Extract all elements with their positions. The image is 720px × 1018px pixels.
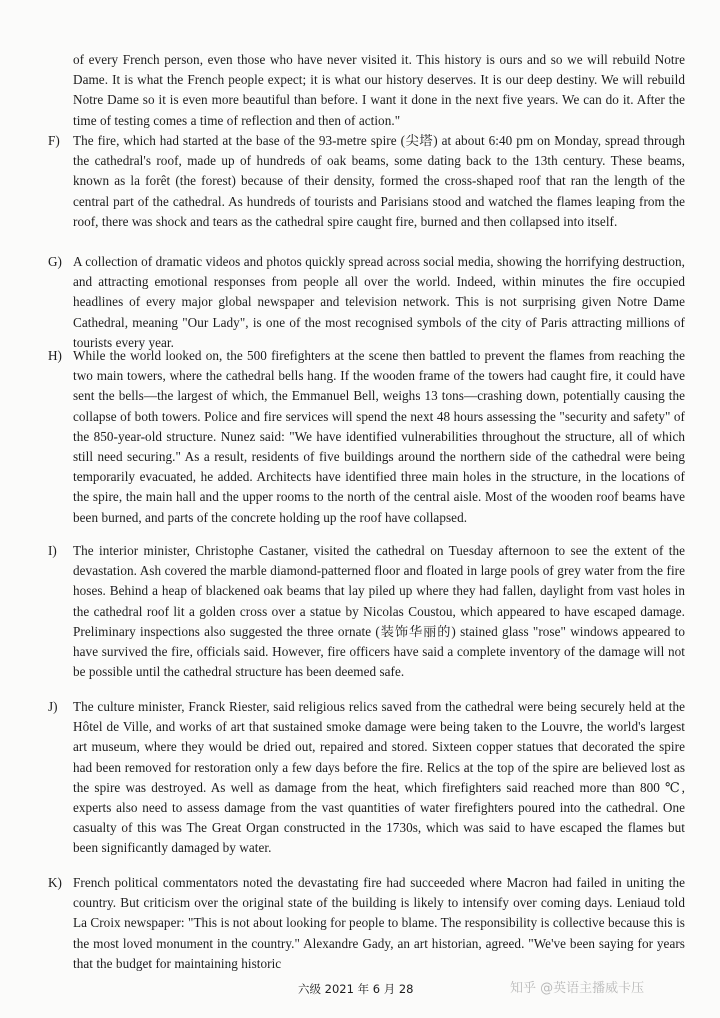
paragraph-k: French political commentators noted the devastating fire had succeeded where Macron had failed in uniting the country. But criticism over the original state of the building is likely to intensify over coming days. Leniaud told La Croix newspaper: "This is not about looking for people to blame. The responsibility is collective because this is the most loved monument in the country." Alexandre Gady, an art historian, agreed. "We've been saying for years that the budget for maintaining historic bbox=[73, 875, 685, 971]
paragraph-i: The interior minister, Christophe Castaner, visited the cathedral on Tuesday afternoon to see the extent of the devastation. Ash covered the marble diamond-patterned floor and floated in large pools of grey water from the fire hoses. Behind a heap of blackened oak beams that lay piled up where they had fallen, daylight from vast holes in the cathedral roof lit a golden cross over a statue by Nicolas Coustou, which appeared to have escaped damage. Preliminary inspections also suggested the three ornate (装饰华丽的) stained glass "rose" windows appeared to have survived the fire, officials said. However, fire officers have said a complete inventory of the damage will not be possible until the cathedral structure has been deemed safe. bbox=[73, 543, 685, 680]
paragraph-e-continuation: of every French person, even those who have never visited it. This history is ours and so we will rebuild Notre Dame. It is what the French people expect; it is what our history deserves. It is our deep destiny. We will rebuild Notre Dame so it is even more beautiful than before. I want it done in the next five years. We can do it. After the time of testing comes a time of reflection and then of action." bbox=[73, 52, 685, 128]
paragraph-g: A collection of dramatic videos and photos quickly spread across social media, showing the horrifying destruction, and attracting emotional responses from people all over the world. Indeed, within minutes the fire occupied headlines of every major global newspaper and television network. This is not surprising given Notre Dame Cathedral, meaning "Our Lady", is one of the most recognised symbols of the city of Paris attracting millions of tourists every year. bbox=[73, 254, 685, 350]
paragraph-f: The fire, which had started at the base of the 93-metre spire (尖塔) at about 6:40 pm on Monday, spread through the cathedral's roof, made up of hundreds of oak beams, some dating back to the 13th century. These beams, known as la forêt (the forest) because of their density, formed the cross-shaped roof that ran the length of the central part of the cathedral. As hundreds of tourists and Parisians stood and watched the flames leaping from the roof, there was shock and tears as the cathedral spire caught fire, burned and then collapsed into itself. bbox=[73, 133, 685, 229]
page-number: 六级 2021 年 6 月 28 bbox=[298, 982, 414, 996]
paragraph-label-i: I) bbox=[48, 543, 57, 558]
paragraph-label-g: G) bbox=[48, 254, 62, 269]
paragraph-label-f: F) bbox=[48, 133, 60, 148]
paragraph-j: The culture minister, Franck Riester, said religious relics saved from the cathedral were being securely held at the Hôtel de Ville, and works of art that sustained smoke damage were being taken to the Louvre, the world's largest art museum, where they would be dried out, repaired and stored. Sixteen copper statues that decorated the spire had been removed for restoration only a few days before the fire. Relics at the top of the spire are believed lost as the spire was destroyed. As well as damage from the heat, which firefighters said reached more than 800 ℃, experts also need to assess damage from the vast quantities of water firefighters poured into the cathedral. One casualty of this was The Great Organ constructed in the 1730s, which was said to have escaped the flames but been significantly damaged by water. bbox=[73, 699, 685, 856]
watermark: 知乎 @英语主播威卡压 bbox=[510, 981, 645, 996]
paragraph-label-j: J) bbox=[48, 699, 58, 714]
paragraph-h: While the world looked on, the 500 firefighters at the scene then battled to prevent the flames from reaching the two main towers, where the cathedral bells hang. If the wooden frame of the towers had caught fire, it could have sent the bells—the largest of which, the Emmanuel Bell, weighs 13 tons—crashing down, potentially causing the collapse of both towers. Police and fire services will spend the next 48 hours assessing the "security and safety" of the 850-year-old structure. Nunez said: "We have identified vulnerabilities throughout the structure, all of which still need securing." As a result, residents of five buildings around the northern side of the cathedral were being temporarily evacuated, he added. Architects have identified three main holes in the structure, in the locations of the spire, the main hall and the upper rooms to the north of the central aisle. Most of the wooden roof beams have been burned, and parts of the concrete holding up the roof have collapsed. bbox=[73, 348, 685, 525]
paragraph-label-h: H) bbox=[48, 348, 62, 363]
paragraph-label-k: K) bbox=[48, 875, 62, 890]
